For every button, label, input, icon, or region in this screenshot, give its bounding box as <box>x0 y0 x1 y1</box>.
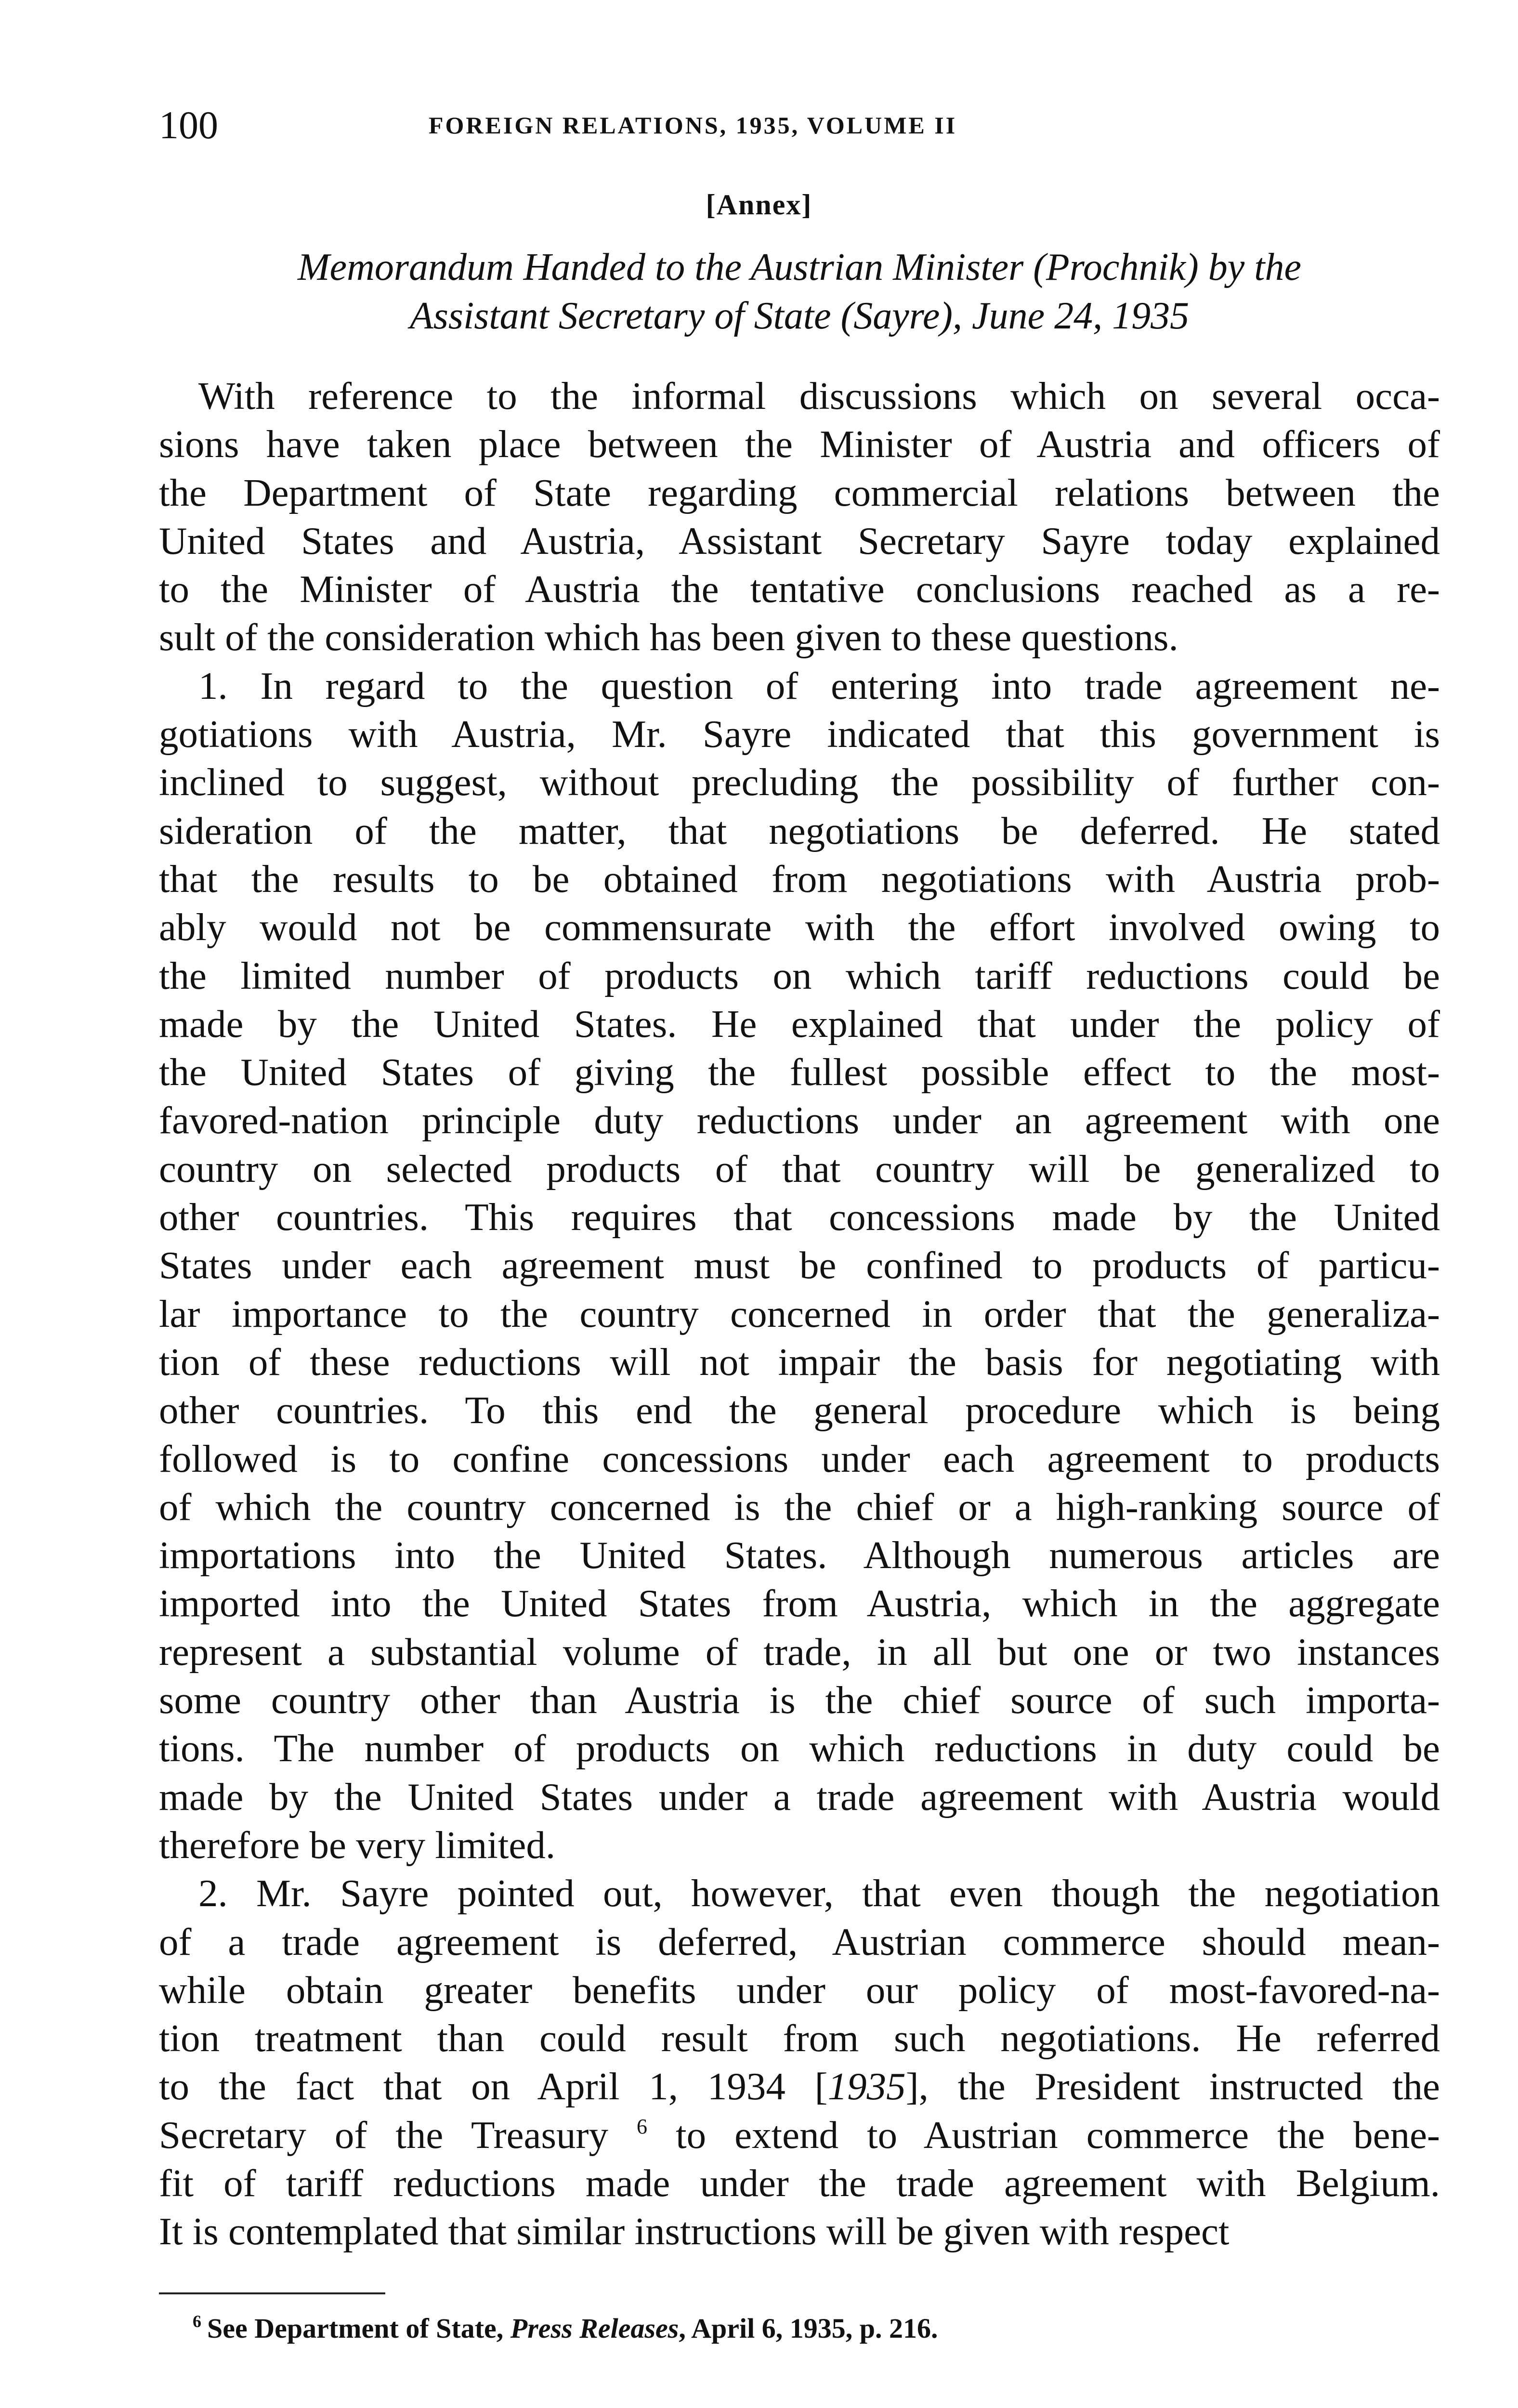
text-line: other countries. To this end the general procedure which is being <box>159 1388 1440 1432</box>
text-line: while obtain greater benefits under our policy of most-favored-na- <box>159 1968 1440 2012</box>
body-text <box>159 372 1440 2256</box>
running-head-title: FOREIGN RELATIONS, 1935, VOLUME II <box>429 112 957 139</box>
memorandum-title <box>159 243 1440 340</box>
memorandum-title-line: Memorandum Handed to the Austrian Minister (Prochnik) by the <box>297 246 1302 288</box>
text-line: favored-nation principle duty reductions under an agreement with one <box>159 1099 1440 1142</box>
text-line: sideration of the matter, that negotiations be deferred. He stated <box>159 809 1440 852</box>
text-line: sult of the consideration which has been given to these questions. <box>159 615 1178 659</box>
footnote-reference[interactable]: 6 <box>637 2114 648 2138</box>
text-line <box>159 2111 1440 2159</box>
text-line: followed is to confine concessions under each agreement to products <box>159 1437 1440 1480</box>
text-line: gotiations with Austria, Mr. Sayre indicated that this government is <box>159 712 1440 756</box>
text-line: tion treatment than could result from such negotiations. He referred <box>159 2016 1440 2060</box>
text-line: of which the country concerned is the chief or a high-ranking source of <box>159 1485 1440 1529</box>
text-line: other countries. This requires that concessions made by the United <box>159 1195 1440 1239</box>
text-line: to the Minister of Austria the tentative conclusions reached as a re- <box>159 567 1440 611</box>
text-line: It is contemplated that similar instructions will be given with respect <box>159 2210 1230 2253</box>
text-line: the Department of State regarding commercial relations between the <box>159 471 1440 514</box>
text-line: represent a substantial volume of trade, in all but one or two instances <box>159 1630 1440 1674</box>
text-line: ably would not be commensurate with the effort involved owing to <box>159 905 1440 949</box>
footnote-mark: 6 <box>193 2312 201 2331</box>
text-line: 2. Mr. Sayre pointed out, however, that even though the negotiation <box>198 1871 1440 1915</box>
text-line: imported into the United States from Austria, which in the aggregate <box>159 1582 1440 1625</box>
text-line: lar importance to the country concerned in order that the generaliza- <box>159 1292 1440 1335</box>
text-line <box>159 2062 1440 2110</box>
annex-label: [Annex] <box>706 189 812 221</box>
text-line: the United States of giving the fullest possible effect to the most- <box>159 1050 1440 1094</box>
text-segment: Secretary of the Treasury <box>159 2113 608 2157</box>
memorandum-title-line: Assistant Secretary of State (Sayre), June 24, 1935 <box>409 295 1190 337</box>
text-line: United States and Austria, Assistant Secretary Sayre today explained <box>159 519 1440 563</box>
footnote-text: , April 6, 1935, p. 216. <box>679 2313 938 2344</box>
text-line: made by the United States. He explained that under the policy of <box>159 1002 1440 1046</box>
page-number: 100 <box>159 103 218 147</box>
footnote-text: See Department of State, <box>207 2313 510 2344</box>
text-segment: to extend to Austrian commerce the bene- <box>647 2113 1440 2157</box>
text-line: of a trade agreement is deferred, Austrian commerce should mean- <box>159 1920 1440 1963</box>
text-line: the limited number of products on which tariff reductions could be <box>159 954 1440 997</box>
text-line: With reference to the informal discussions which on several occa- <box>198 374 1440 418</box>
text-line: States under each agreement must be confined to products of particu- <box>159 1243 1440 1287</box>
running-head <box>159 99 1440 152</box>
text-line: tions. The number of products on which reductions in duty could be <box>159 1727 1440 1770</box>
text-line: tion of these reductions will not impair the basis for negotiating with <box>159 1340 1440 1384</box>
text-line: some country other than Austria is the chief source of such importa- <box>159 1678 1440 1722</box>
text-line: that the results to be obtained from negotiations with Austria prob- <box>159 857 1440 901</box>
text-line: importations into the United States. Although numerous articles are <box>159 1533 1440 1577</box>
text-segment: to the fact that on April 1, 1934 [ <box>159 2065 828 2108</box>
text-line: fit of tariff reductions made under the trade agreement with Belgium. <box>159 2161 1440 2205</box>
footnote <box>193 2307 938 2350</box>
text-segment: ], the President instructed the <box>905 2065 1440 2108</box>
footnote-publication-title: Press Releases <box>510 2313 679 2344</box>
editorial-correction: 1935 <box>827 2065 906 2108</box>
text-line: sions have taken place between the Minister of Austria and officers of <box>159 422 1440 466</box>
text-line: made by the United States under a trade agreement with Austria would <box>159 1775 1440 1819</box>
text-line: 1. In regard to the question of entering into trade agreement ne- <box>198 664 1440 707</box>
text-line: country on selected products of that country will be generalized to <box>159 1147 1440 1191</box>
text-line: inclined to suggest, without precluding the possibility of further con- <box>159 760 1440 804</box>
footnote-divider <box>159 2292 385 2294</box>
text-line: therefore be very limited. <box>159 1823 556 1867</box>
